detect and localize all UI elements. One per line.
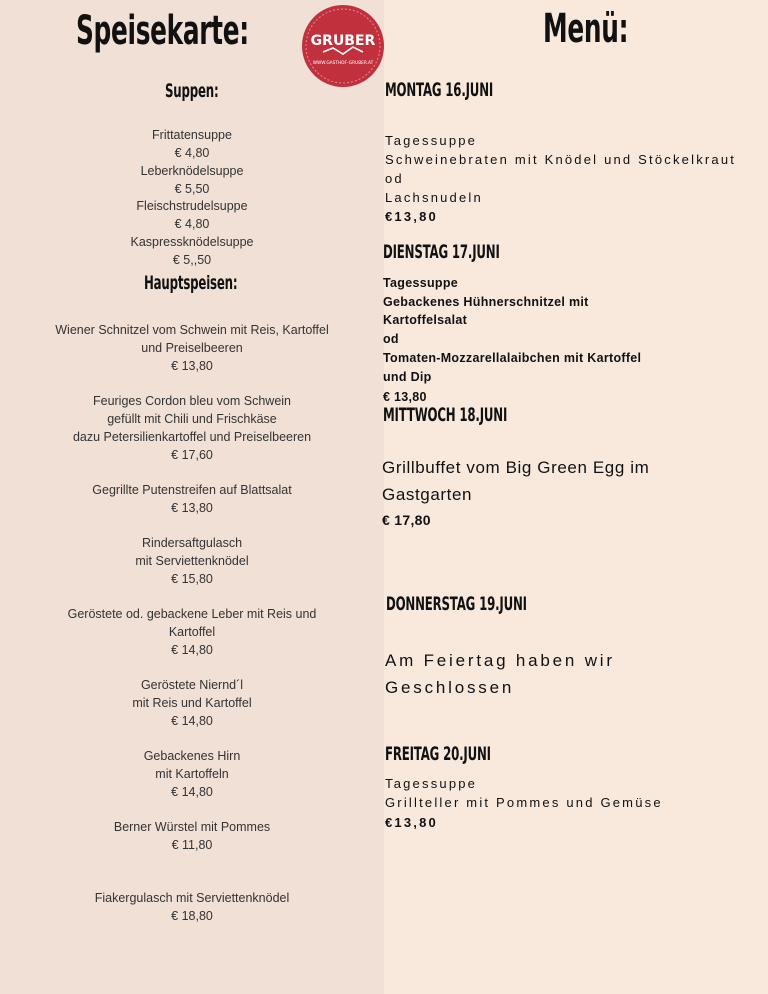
- menu-line: Tagessuppe: [383, 276, 459, 290]
- dish-price: € 13,80: [171, 359, 213, 373]
- dish-line: mit Kartoffeln: [155, 767, 229, 781]
- gruber-logo: [301, 4, 385, 88]
- dish-line: dazu Petersilienkartoffel und Preiselbeeren: [72, 430, 312, 444]
- soup-name: Leberknödelsuppe: [140, 164, 244, 178]
- dish-line: Wiener Schnitzel vom Schwein mit Reis, Kartoffel: [55, 323, 329, 337]
- soup-name: Kaspressknödelsuppe: [130, 235, 254, 249]
- dish-line: gefüllt mit Chili und Frischkäse: [107, 412, 277, 426]
- soup-name: Frittatensuppe: [152, 128, 232, 142]
- dish-price: € 13,80: [171, 501, 213, 515]
- menu-line: Geschlossen: [385, 678, 515, 697]
- dish-line: Rindersaftgulasch: [141, 536, 243, 550]
- menu-line: Tomaten-Mozzarellalaibchen mit Kartoffel: [383, 351, 642, 365]
- soup-item: [0, 162, 384, 198]
- main-dish-item: [0, 605, 384, 659]
- menu-line: Schweinebraten mit Knödel und Stöckelkraut: [385, 152, 737, 167]
- dish-price: € 14,80: [171, 643, 213, 657]
- menu-line: Grillteller mit Pommes und Gemüse: [385, 795, 663, 810]
- dish-price: € 11,80: [171, 838, 213, 852]
- dish-price: € 14,80: [171, 785, 213, 799]
- menu-line: od: [385, 171, 404, 186]
- menu-price: €13,80: [385, 209, 438, 224]
- dish-line: Fiakergulasch mit Serviettenknödel: [94, 891, 290, 905]
- menu-price: €13,80: [385, 815, 438, 830]
- dish-line: Kartoffel: [168, 625, 216, 639]
- dish-line: Gegrillte Putenstreifen auf Blattsalat: [92, 483, 292, 497]
- menu-line: Tagessuppe: [385, 776, 478, 791]
- menu-line: Grillbuffet vom Big Green Egg im: [382, 458, 650, 477]
- menu-line: Gastgarten: [382, 485, 473, 504]
- menu-line: und Dip: [383, 370, 432, 384]
- menu-line: Am Feiertag haben wir: [385, 651, 615, 670]
- main-dish-item: [0, 392, 384, 464]
- mains-heading: Hauptspeisen:: [144, 272, 238, 294]
- page-title-menu: Menü:: [543, 6, 629, 52]
- day-heading-friday: FREITAG 20.JUNI: [385, 743, 491, 765]
- main-dish-item: [0, 818, 384, 854]
- dish-price: € 14,80: [171, 714, 213, 728]
- dish-line: Berner Würstel mit Pommes: [113, 820, 271, 834]
- menu-line: Gebackenes Hühnerschnitzel mit: [383, 295, 589, 309]
- menu-line: Kartoffelsalat: [383, 313, 468, 327]
- menu-price: € 13,80: [383, 390, 427, 404]
- page-title-speisekarte: Speisekarte:: [76, 8, 249, 54]
- soup-name: Fleischstrudelsuppe: [136, 199, 248, 213]
- menu-line: Lachsnudeln: [385, 190, 483, 205]
- soup-price: € 4,80: [174, 146, 210, 160]
- dish-line: und Preiselbeeren: [141, 341, 243, 355]
- dish-line: Feuriges Cordon bleu vom Schwein: [92, 394, 292, 408]
- main-dish-item: [0, 889, 384, 925]
- dish-line: Geröstete Niernd´l: [140, 678, 244, 692]
- dish-price: € 17,60: [171, 448, 213, 462]
- day-heading-wednesday: MITTWOCH 18.JUNI: [383, 404, 508, 426]
- day-heading-tuesday: DIENSTAG 17.JUNI: [383, 241, 500, 263]
- soup-item: [0, 197, 384, 233]
- main-dish-item: [0, 747, 384, 801]
- soup-price: € 5,,50: [172, 253, 212, 267]
- menu-line: Tagessuppe: [385, 133, 478, 148]
- soup-price: € 5,50: [174, 182, 210, 196]
- main-dish-item: [0, 321, 384, 375]
- dish-price: € 18,80: [171, 909, 213, 923]
- menu-line: od: [383, 332, 399, 346]
- dish-price: € 15,80: [171, 572, 213, 586]
- logo-url: WWW.GASTHOF-GRUBER.AT: [312, 61, 374, 66]
- soup-item: [0, 233, 384, 269]
- dish-line: Geröstete od. gebackene Leber mit Reis und: [67, 607, 317, 621]
- soup-price: € 4,80: [174, 217, 210, 231]
- logo-brand: GRUBER: [310, 33, 376, 49]
- main-dish-item: [0, 481, 384, 517]
- dish-line: mit Reis und Kartoffel: [132, 696, 252, 710]
- main-dish-item: [0, 676, 384, 730]
- menu-price: € 17,80: [382, 512, 431, 528]
- soup-item: [0, 126, 384, 162]
- dish-line: mit Serviettenknödel: [135, 554, 249, 568]
- day-heading-thursday: DONNERSTAG 19.JUNI: [386, 593, 527, 615]
- dish-line: Gebackenes Hirn: [143, 749, 241, 763]
- main-dish-item: [0, 534, 384, 588]
- day-heading-monday: MONTAG 16.JUNI: [385, 79, 494, 101]
- soups-heading: Suppen:: [165, 80, 219, 102]
